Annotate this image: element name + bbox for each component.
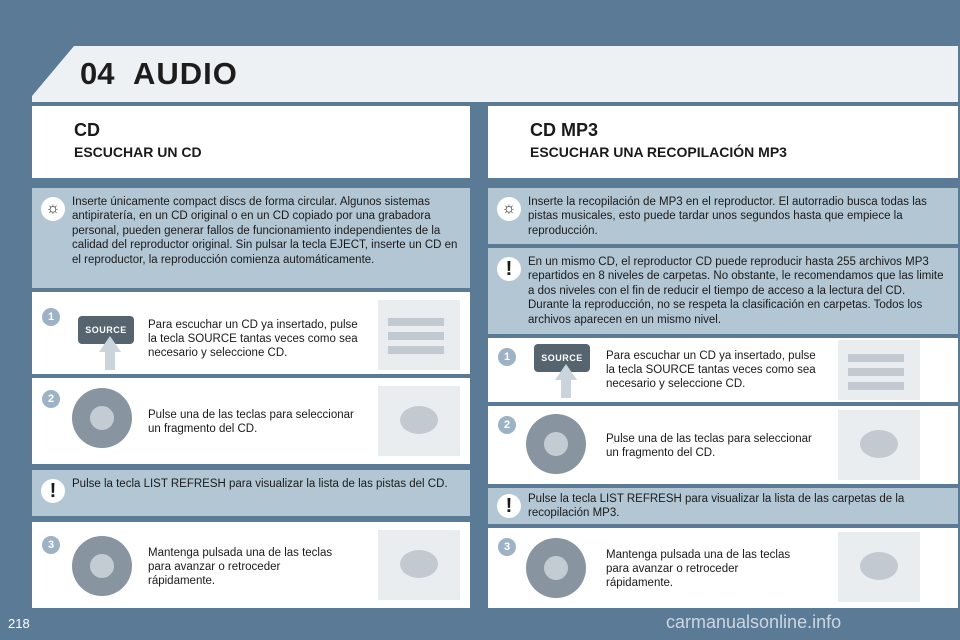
radio-panel-image xyxy=(378,300,460,370)
warning-icon: ! xyxy=(41,479,65,503)
left-note-text: Pulse la tecla LIST REFRESH para visualizar la lista de las pistas del CD. xyxy=(72,478,448,490)
navigation-pad-icon xyxy=(526,414,586,474)
step-number: 2 xyxy=(498,416,516,434)
right-step-3-text: Mantenga pulsada una de las teclas para avanzar o retroceder rápidamente. xyxy=(606,549,791,589)
page-number: 218 xyxy=(8,616,30,631)
watermark: carmanualsonline.info xyxy=(666,612,842,632)
right-warning-text: En un mismo CD, el reproductor CD puede reproducir hasta 255 archivos MP3 repartidos en 8 niveles de carpetas. No obstante, le recomendamos que las limite a dos niveles con el fin de reducir el tiempo de acceso a la lectura del CD. Durante la reproducción, no se respeta la clasificación en carpetas. Todos los archivos aparecen en un mismo nivel. xyxy=(528,256,944,326)
sun-icon: ☼ xyxy=(41,197,65,221)
radio-panel-image xyxy=(838,340,920,400)
sun-icon: ☼ xyxy=(497,197,521,221)
right-note-text: Pulse la tecla LIST REFRESH para visualizar la lista de las carpetas de la recopilación MP3. xyxy=(528,493,905,520)
left-step-1 xyxy=(32,292,470,374)
step-number: 2 xyxy=(42,390,60,408)
right-step-2-text: Pulse una de las teclas para seleccionar un fragmento del CD. xyxy=(606,433,812,459)
right-info-text: Inserte la recopilación de MP3 en el reproductor. El autorradio busca todas las pistas musicales, esto puede tardar unos segundos hasta que empiece la reproducción. xyxy=(528,196,927,237)
right-heading: CD MP3 xyxy=(530,120,599,140)
navigation-pad-icon xyxy=(72,536,132,596)
warning-icon: ! xyxy=(497,494,521,518)
right-step-2 xyxy=(488,406,958,484)
navigation-pad-icon xyxy=(526,538,586,598)
left-heading: CD xyxy=(74,120,100,140)
step-number: 3 xyxy=(498,538,516,556)
warning-icon: ! xyxy=(497,257,521,281)
right-step-3 xyxy=(488,528,958,608)
radio-panel-image xyxy=(838,532,920,602)
left-note-box xyxy=(32,470,470,516)
right-note-box xyxy=(488,488,958,524)
step-number: 3 xyxy=(42,536,60,554)
right-step-1 xyxy=(488,338,958,402)
left-info-box xyxy=(32,188,470,288)
left-step-3-text: Mantenga pulsada una de las teclas para avanzar o retroceder rápidamente. xyxy=(148,547,333,587)
radio-panel-image xyxy=(378,386,460,456)
left-section-header xyxy=(32,106,470,178)
left-info-text: Inserte únicamente compact discs de forma circular. Algunos sistemas antipiratería, en un CD original o en un CD copiado por una grabadora personal, pueden generar fallos de funcionamiento independientes de la calidad del reproductor original. Sin pulsar la tecla EJECT, inserte un CD en el reproductor, la reproducción comienza automáticamente. xyxy=(72,196,458,266)
right-subheading: ESCUCHAR UNA RECOPILACIÓN MP3 xyxy=(530,144,787,160)
left-step-2-text: Pulse una de las teclas para seleccionar un fragmento del CD. xyxy=(148,409,354,435)
chapter-number: 04 xyxy=(80,56,115,91)
radio-panel-image xyxy=(838,410,920,480)
page-title: AUDIO xyxy=(133,56,238,91)
radio-panel-image xyxy=(378,530,460,600)
source-button-image: SOURCE xyxy=(534,344,590,372)
navigation-pad-icon xyxy=(72,388,132,448)
step-number: 1 xyxy=(498,348,516,366)
right-step-1-text: Para escuchar un CD ya insertado, pulse la tecla SOURCE tantas veces como sea necesario y seleccione CD. xyxy=(606,350,816,390)
source-button-image: SOURCE xyxy=(78,316,134,344)
right-info-box xyxy=(488,188,958,244)
step-number: 1 xyxy=(42,308,60,326)
right-warning-box xyxy=(488,248,958,334)
right-section-header xyxy=(488,106,958,178)
left-step-1-text: Para escuchar un CD ya insertado, pulse la tecla SOURCE tantas veces como sea necesario y seleccione CD. xyxy=(148,319,358,359)
arrow-stem xyxy=(561,378,571,398)
arrow-stem xyxy=(105,350,115,370)
left-step-3 xyxy=(32,522,470,608)
left-step-2 xyxy=(32,378,470,464)
left-subheading: ESCUCHAR UN CD xyxy=(74,144,202,160)
